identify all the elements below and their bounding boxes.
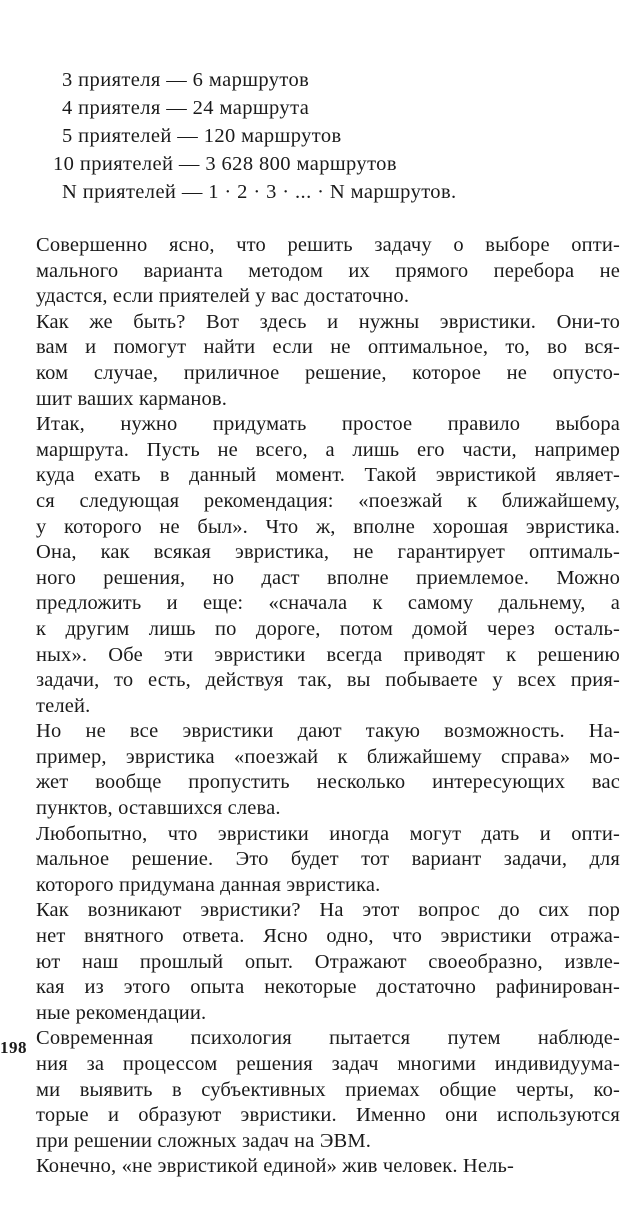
text-line: пунктов, оставшихся слева. <box>36 797 281 820</box>
list-item: 4 приятеля — 24 маршрута <box>62 97 310 119</box>
paragraph <box>36 1026 620 1154</box>
routes-count-list <box>53 66 532 206</box>
list-item: 10 приятелей — 3 628 800 маршрутов <box>53 153 397 175</box>
text-line: куда ехать в данный момент. Такой эвристикой являет- <box>36 464 620 487</box>
text-line: Современная психология пытается путем наблюде- <box>36 1027 620 1050</box>
text-line: Конечно, «не эвристикой единой» жив человек. Нель- <box>36 1155 514 1178</box>
text-line: к другим лишь по дороге, потом домой через осталь- <box>36 617 620 640</box>
text-line: шит ваших карманов. <box>36 387 227 410</box>
text-line: ком случае, приличное решение, которое не опусто- <box>36 361 620 384</box>
text-line: ния за процессом решения задач многими индивидуума- <box>36 1053 620 1075</box>
paragraph <box>36 822 620 899</box>
list-item: 5 приятелей — 120 маршрутов <box>62 125 342 147</box>
text-line: жет вообще пропустить несколько интересующих вас <box>36 771 620 794</box>
paragraph <box>36 233 620 310</box>
page-number: 198 <box>0 1038 27 1057</box>
text-line: Как возникают эвристики? На этот вопрос до сих пор <box>36 899 620 922</box>
text-line: ся следующая рекомендация: «поезжай к ближайшему, <box>36 489 620 512</box>
text-line: предложить и еще: «сначала к самому дальнему, а <box>36 592 620 615</box>
text-line: пример, эвристика «поезжай к ближайшему справа» мо- <box>36 745 620 768</box>
text-line: кая из этого опыта некоторые достаточно рафинирован- <box>36 976 620 999</box>
text-line: ют наш прошлый опыт. Отражают своеобразно, извле- <box>36 950 620 973</box>
list-item: N приятелей — 1 · 2 · 3 · ... · N маршрутов. <box>62 181 457 203</box>
text-line: ного решения, но даст вполне приемлемое. Можно <box>36 566 620 589</box>
text-line: маршрута. Пусть не всего, а лишь его части, например <box>36 438 620 461</box>
text-line: мального варианта методом их прямого перебора не <box>36 259 620 282</box>
paragraph <box>36 719 620 821</box>
paragraph <box>36 310 620 412</box>
text-line: при решении сложных задач на ЭВМ. <box>36 1129 371 1152</box>
text-line: Как же быть? Вот здесь и нужны эвристики. Они-то <box>36 310 620 333</box>
text-line: ные рекомендации. <box>36 1001 207 1024</box>
paragraph <box>36 1154 620 1180</box>
list-item: 3 приятеля — 6 маршрутов <box>62 69 310 91</box>
body-text <box>36 233 620 1180</box>
text-line: вам и помогут найти если не оптимальное, то, во вся- <box>36 336 620 359</box>
text-line: Совершенно ясно, что решить задачу о выборе опти- <box>36 234 620 256</box>
text-line: Но не все эвристики дают такую возможность. На- <box>36 720 620 743</box>
text-line: ми выявить в субъективных приемах общие черты, ко- <box>36 1078 620 1101</box>
text-line: Итак, нужно придумать простое правило выбора <box>36 413 620 436</box>
text-line: у которого не был». Что ж, вполне хорошая эвристика. <box>36 515 620 538</box>
text-line: удастся, если приятелей у вас достаточно. <box>36 285 410 308</box>
text-line: Она, как всякая эвристика, не гарантирует оптималь- <box>36 541 620 564</box>
text-line: Любопытно, что эвристики иногда могут дать и опти- <box>36 822 620 845</box>
text-line: телей. <box>36 694 91 717</box>
text-line: которого придумана данная эвристика. <box>36 873 381 896</box>
text-line: нет внятного ответа. Ясно одно, что эвристики отража- <box>36 925 620 948</box>
paragraph <box>36 412 620 719</box>
text-line: ных». Обе эти эвристики всегда приводят к решению <box>36 643 620 666</box>
text-line: мальное решение. Это будет тот вариант задачи, для <box>36 848 620 871</box>
text-line: задачи, то есть, действуя так, вы побываете у всех прия- <box>36 669 620 692</box>
paragraph <box>36 898 620 1026</box>
text-line: торые и образуют эвристики. Именно они используются <box>36 1104 620 1127</box>
